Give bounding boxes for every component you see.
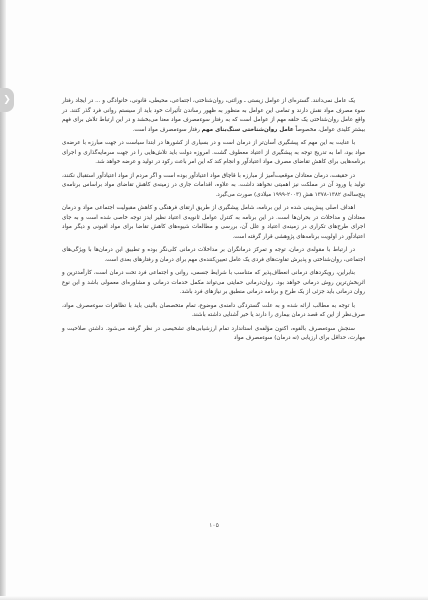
paragraph-8: سنجش سوءمصرف بالقوه، اکنون مؤلفه‌ی استاندارد تمام ارزشیابی‌های تشخیصی در نظر گرفته می‌شود. داشتن صلاحیت و مهارت، حداقل برای ارزیابی (نه درمان) سوءمصرف مواد (62, 325, 365, 341)
side-tab-chevron-icon[interactable]: ❯ (0, 88, 14, 112)
paragraph-4: اهداف اصلی پیش‌بینی شده در این برنامه، شامل پیشگیری از طریق ارتقای فرهنگی و کاهش مقبولیت اجتماعی مواد و درمان معتادان و مداخلات در بحران‌ها است. در این برنامه به کنترل عوامل ثانویه‌ی اعتیاد نظیر ایدز توجه خاصی شده است و به جای اجرای طرح‌های تکراری در زمینه‌ی اعتیاد و علل آن، بررسی و مطالعات شیوه‌های کاهش تقاضا برای مواد افیونی و دیگر مواد اعتیادآور در اولویت برنامه‌های پژوهشی قرار گرفته است. (62, 205, 365, 240)
bold-phrase: عامل روان‌شناختی سنگ‌بنای مهم (201, 126, 294, 133)
bottom-edge-shadow (0, 596, 428, 600)
paragraph-6: بنابراین، رویکردهای درمانی انعطاف‌پذیر که متناسب با شرایط جسمی، روانی و اجتماعی فرد تحت درمان است، کارآمدترین و اثربخش‌ترین روش درمانی خواهد بود. روان‌درمانی حمایتی می‌تواند مکمل خدمات درمانی و مشاوره‌ای معمولی باشد و این نوع روان درمانی باید جزئی از یک طرح و برنامه درمانی منطبق بر نیازهای فرد باشد. (62, 270, 365, 295)
paragraph-2: با عنایت به این مهم که پیشگیری آسان‌تر از درمان است و در بسیاری از کشورها در ابتدا سیاست در جهت مبارزه با عرضه‌ی مواد بود، اما به تدریج توجه به پیشگیری از اعتیاد معطوف گشت. امروزه دولت باید تلاش‌هایی را در جهت سرمایه‌گذاری و اجرای برنامه‌هایی برای کاهش تقاضای مصرف مواد اعتیادآور و انجام کند که این امر باعث رکود در تولید و عرضه خواهد شد. (62, 140, 365, 165)
page-number: ۱۰۵ (209, 522, 219, 529)
paragraph-3: در حقیقت، درمان معتادان موقعیت‌آمیز از مبارزه با قاچاق مواد اعتیادآور بوده است و اگر مردم از مواد اعتیادآور استقبال نکنند، تولید یا ورود آن در مملکت نیز اهمیتی نخواهد داشت. به علاوه، اقدامات جاری در زمینه‌ی کاهش تقاضای مواد براساس برنامه‌ی پنج‌ساله‌ی ۱۳۸۲-۱۳۷۸ هش (۲۰۰۳-۱۹۹۹ میلادی) صورت می‌گیرد. (62, 172, 365, 198)
paragraph-1: یک عامل نمی‌دانند. گستره‌ای از عوامل زیستی ـ وراثتی، روان‌شناختی، اجتماعی، محیطی، قانونی، خانوادگی و ... در ایجاد رفتار سوء مصرف مواد نقش دارند و تمامی این عوامل به منظور به ظهور رساندن تأثیرات خود باید از سیستم روانی فرد گذر کنند. در واقع عامل روان‌شناختی یک حلقه مهم از عوامل است که به رفتار سوءمصرف مواد معنا می‌بخشد و در این ارتباط تلاش برای فهم بیشتر کلیدی عوامل، مخصوصاً عامل روان‌شناختی سنگ‌بنای مهم رفتار سوءمصرف مواد است. (62, 98, 365, 133)
paragraph-7: با توجه به مطالب ارائه شده و به علت گستردگی دامنه‌ی موضوع، تمام متخصصان بالینی باید با تظاهرات سوءمصرف مواد، صرف‌نظر از این که قصد درمان بیماری را دارند یا خیر آشنایی داشته باشند. (62, 302, 365, 318)
paragraph-5: در ارتباط با مقوله‌ی درمان، توجه و تمرکز درمانگران بر مداخلات درمانی کلی‌نگر بوده و تطبیق این درمان‌ها با ویژگی‌های اجتماعی، روان‌شناختی و پذیرش تفاوت‌های فردی یک عامل تعیین‌کننده‌ی مهم برای درمان و رفتارهای بعدی است. (62, 247, 365, 263)
body-text (62, 97, 365, 348)
